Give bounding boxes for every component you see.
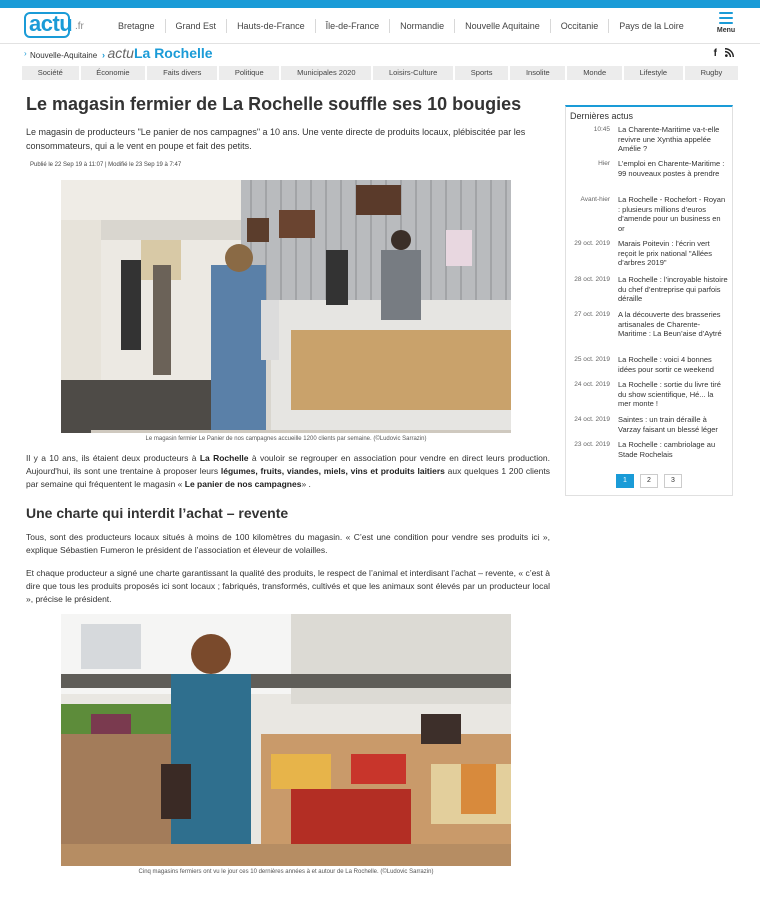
news-date: 27 oct. 2019 <box>574 311 610 318</box>
facebook-icon[interactable]: f <box>713 48 717 59</box>
article-photo-2 <box>61 614 511 875</box>
news-link[interactable]: Marais Poitevin : l’écrin vert reçoit le prix national "Allées d’arbres 2019" <box>618 239 712 267</box>
region-link[interactable]: Occitanie <box>551 19 610 33</box>
news-link[interactable]: La Rochelle - Rochefort - Royan : plusieurs millions d’euros d’amende pour un business en or <box>618 195 726 233</box>
news-item[interactable] <box>566 239 732 275</box>
category-link[interactable]: Monde <box>567 66 621 80</box>
widget-title: Dernières actus <box>570 111 634 121</box>
news-link[interactable]: La Rochelle : l’incroyable histoire du chef d’entreprise qui parfois déraille <box>618 275 728 303</box>
news-item[interactable] <box>566 440 732 466</box>
social-links <box>714 48 734 60</box>
news-date: 23 oct. 2019 <box>574 441 610 448</box>
site-header <box>0 8 760 44</box>
brand-prefix: actu <box>107 45 134 61</box>
region-link[interactable]: Nouvelle Aquitaine <box>455 19 551 33</box>
news-date: 10:45 <box>593 126 610 133</box>
paragraph-text: à vouloir se regrouper en association pour vendre en direct leurs production. Aujourd'hui, ils sont une trentaine à proposer leurs <box>26 453 550 476</box>
news-link[interactable]: La Rochelle : voici 4 bonnes idées pour sortir ce weekend <box>618 355 714 374</box>
news-link[interactable]: La Rochelle : cambriolage au Stade Rochelais <box>618 440 716 459</box>
page-button[interactable]: 2 <box>640 474 658 488</box>
news-item[interactable] <box>566 159 732 195</box>
news-item[interactable] <box>566 415 732 440</box>
paragraph-text: aux quelques 1 200 clients par semaine qui fréquentent le magasin « <box>26 466 550 489</box>
news-date: Hier <box>598 160 610 167</box>
store-link[interactable]: Le panier de nos campagnes <box>184 479 302 489</box>
page-button[interactable]: 1 <box>616 474 634 488</box>
article-title: Le magasin fermier de La Rochelle souffle ses 10 bougies <box>26 94 522 114</box>
region-link[interactable]: Pays de la Loire <box>619 21 684 31</box>
chevron-right-icon: › <box>24 49 27 58</box>
article-paragraph: Et chaque producteur a signé une charte garantissant la qualité des produits, le respect de l’animal et interdisant l’achat – revente, « c’est à dire que tous les produits proposés ici sont locaux ; fabriqués, transformés, cultivés et que les animaux sont élevés par un producteur local », précise le président. <box>26 568 551 604</box>
news-link[interactable]: Saintes : un train déraille à Varzay faisant un blessé léger <box>618 415 718 434</box>
news-link[interactable]: A la découverte des brasseries artisanales de Charente-Maritime : La Beun’aise d’Aytré <box>618 310 722 338</box>
category-link[interactable]: Société <box>22 66 79 80</box>
breadcrumb-link[interactable]: Nouvelle-Aquitaine <box>30 51 98 60</box>
category-link[interactable]: Loisirs-Culture <box>373 66 453 80</box>
news-item[interactable] <box>566 125 732 159</box>
top-accent-bar <box>0 0 760 8</box>
article <box>26 92 550 875</box>
paragraph-text: Il y a 10 ans, ils étaient deux producteurs à <box>26 453 200 463</box>
regions-nav <box>118 8 694 44</box>
publish-date: Publié le 22 Sep 19 à 11:07 | Modifié le 23 Sep 19 à 7:47 <box>30 162 182 168</box>
category-nav <box>22 66 738 80</box>
category-link[interactable]: Lifestyle <box>624 66 683 80</box>
photo-caption: Le magasin fermier Le Panier de nos campagnes accueille 1200 clients par semaine. (©Ludovic Sarrazin) <box>145 436 427 442</box>
article-photo-1 <box>61 180 511 442</box>
menu-button[interactable] <box>714 12 738 34</box>
menu-label: Menu <box>716 27 736 34</box>
region-link[interactable]: Hauts-de-France <box>227 19 316 33</box>
place-link[interactable]: La Rochelle <box>199 453 249 463</box>
breadcrumb-separator-icon: › <box>102 50 108 60</box>
news-date: 24 oct. 2019 <box>574 381 610 388</box>
region-link[interactable]: Normandie <box>390 19 455 33</box>
local-subheader <box>24 44 738 64</box>
local-brand[interactable] <box>102 45 213 61</box>
hamburger-icon <box>719 12 733 24</box>
brand-city: La Rochelle <box>133 45 213 61</box>
news-date: 28 oct. 2019 <box>574 276 610 283</box>
article-lede: Le magasin de producteurs "Le panier de nos campagnes" a 10 ans. Une vente directe de produits locaux, plébiscitée par les consommateurs, qui a le vent en poupe et fait des petits. <box>26 127 526 151</box>
news-item[interactable] <box>566 275 732 310</box>
category-link[interactable]: Économie <box>81 66 146 80</box>
news-link[interactable]: La Rochelle : sortie du livre tiré du show scientifique, Hé... la mer monte ! <box>618 380 721 408</box>
article-paragraph <box>26 452 550 491</box>
news-date: 25 oct. 2019 <box>574 356 610 363</box>
news-link[interactable]: L’emploi en Charente-Maritime : 99 nouveaux postes à prendre <box>618 159 725 178</box>
logo-text: actu <box>29 11 73 36</box>
region-link[interactable]: Île-de-France <box>316 19 391 33</box>
category-link[interactable]: Faits divers <box>147 66 217 80</box>
news-item[interactable] <box>566 355 732 380</box>
news-date: 24 oct. 2019 <box>574 416 610 423</box>
news-date: 29 oct. 2019 <box>574 240 610 247</box>
photo-caption: Cinq magasins fermiers ont vu le jour ces 10 dernières années à et autour de La Rochelle. (©Ludovic Sarrazin) <box>138 869 434 875</box>
news-item[interactable] <box>566 195 732 239</box>
produce-shelf-photo <box>61 614 511 866</box>
category-link[interactable]: Municipales 2020 <box>281 66 371 80</box>
rss-icon[interactable] <box>725 48 734 60</box>
page-button[interactable]: 3 <box>664 474 682 488</box>
news-item[interactable] <box>566 380 732 415</box>
logo-suffix: .fr <box>75 21 84 32</box>
news-item[interactable] <box>566 310 732 355</box>
article-paragraph: Tous, sont des producteurs locaux situés à moins de 100 kilomètres du magasin. « C’est une condition pour vendre ses produits ici », explique Sébastien Fumeron le président de l’association et éleveur de volailles. <box>26 532 550 555</box>
pagination <box>566 466 732 495</box>
category-link[interactable]: Politique <box>219 66 279 80</box>
emphasis-text: légumes, fruits, viandes, miels, vins et produits laitiers <box>220 466 445 476</box>
region-link[interactable]: Bretagne <box>118 19 166 33</box>
region-link[interactable]: Grand Est <box>166 19 228 33</box>
category-link[interactable]: Insolite <box>510 66 565 80</box>
category-link[interactable]: Sports <box>455 66 508 80</box>
news-link[interactable]: La Charente-Maritime va-t-elle revivre une Xynthia appelée Amélie ? <box>618 125 720 153</box>
site-logo[interactable] <box>24 10 90 40</box>
paragraph-text: » . <box>301 479 311 489</box>
news-date: Avant-hier <box>580 196 610 203</box>
latest-news-widget <box>565 105 733 496</box>
store-interior-photo <box>61 180 511 433</box>
category-link[interactable]: Rugby <box>685 66 738 80</box>
section-heading: Une charte qui interdit l’achat – revente <box>26 505 289 521</box>
